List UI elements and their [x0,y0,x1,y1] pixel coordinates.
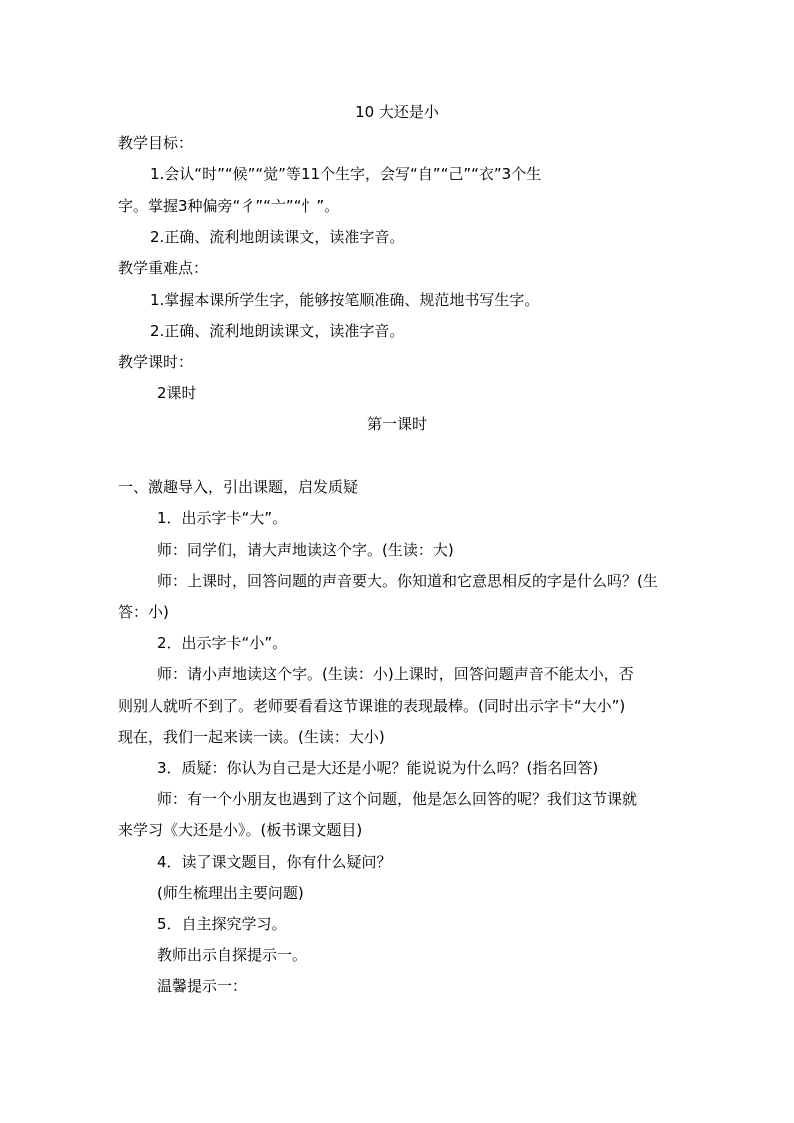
step-2: 2．出示字卡“小”。 [157,634,288,652]
tip-heading: 温馨提示一： [157,977,248,995]
teacher-line-1: 师：同学们，请大声地读这个字。(生读：大) [157,541,454,559]
lesson-hours-heading: 教学课时： [118,353,194,371]
key-points-heading: 教学重难点： [118,259,209,277]
teacher-line-2b: 答：小) [118,603,169,621]
teacher-prompt: 教师出示自探提示一。 [157,946,308,964]
teacher-line-3a: 师：请小声地读这个字。(生读：小)上课时，回答问题声音不能太小，否 [157,665,634,683]
teacher-line-3c: 现在，我们一起来读一读。(生读：大小) [118,728,385,746]
step-5: 5．自主探究学习。 [157,915,287,933]
key-point-1: 1.掌握本课所学生字，能够按笔顺准确、规范地书写生字。 [150,291,540,309]
goal-1-line-1: 1.会认“时”“候”“觉”等11个生字，会写“自”“己”“衣”3个生 [150,165,542,183]
lesson-heading: 第一课时 [366,415,427,433]
step-4-note: (师生梳理出主要问题) [157,884,304,902]
teacher-line-4a: 师：有一个小朋友也遇到了这个问题，他是怎么回答的呢？我们这节课就 [157,790,638,808]
teacher-line-2a: 师：上课时，回答问题的声音要大。你知道和它意思相反的字是什么吗？(生 [157,572,658,590]
part-one-heading: 一、激趣导入，引出课题，启发质疑 [118,478,359,496]
lesson-hours-value: 2课时 [157,384,197,402]
step-4: 4．读了课文题目，你有什么疑问？ [157,853,392,871]
step-1: 1．出示字卡“大”。 [157,509,288,527]
goal-2: 2.正确、流利地朗读课文，读准字音。 [150,228,405,246]
step-3: 3．质疑：你认为自己是大还是小呢？能说说为什么吗？(指名回答) [157,759,599,777]
teacher-line-4b: 来学习《大还是小》。(板书课文题目) [118,821,363,839]
key-point-2: 2.正确、流利地朗读课文，读准字音。 [150,322,405,340]
goal-1-line-2: 字。掌握3种偏旁“彳”“亠”“忄”。 [118,197,340,215]
goals-heading: 教学目标： [118,134,194,152]
document-title: 10 大还是小 [355,103,439,121]
teacher-line-3b: 则别人就听不到了。老师要看看这节课谁的表现最棒。(同时出示字卡“大小”) [118,697,626,715]
